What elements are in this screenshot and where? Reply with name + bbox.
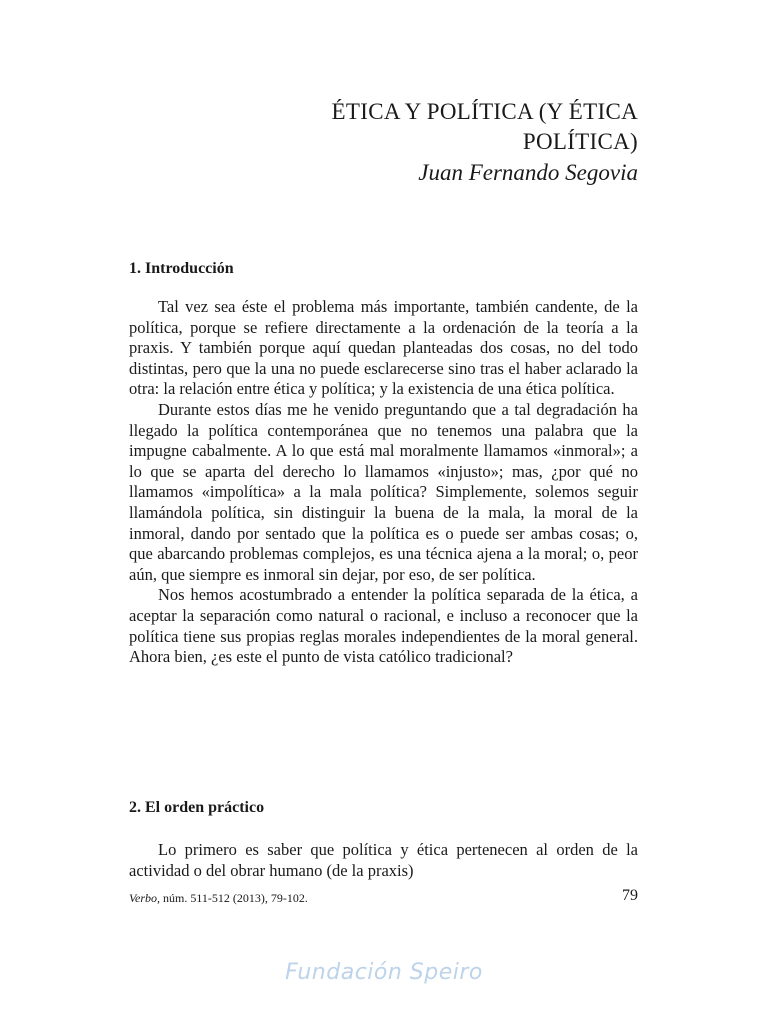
author-name: Juan Fernando Segovia bbox=[418, 160, 638, 185]
article-title-line-1: ÉTICA Y POLÍTICA (Y ÉTICA bbox=[331, 99, 638, 124]
citation-details: núm. 511-512 (2013), 79-102. bbox=[163, 891, 308, 905]
paragraph: Nos hemos acostumbrado a entender la política separada de la ética, a aceptar la separación como natural o racional, e incluso a reconocer que la política tiene sus propias reglas morales independientes de la moral general. Ahora bien, ¿es este el punto de vista católico tradicional? bbox=[129, 585, 638, 667]
page-number: 79 bbox=[622, 887, 638, 904]
paragraph: Lo primero es saber que política y ética pertenecen al orden de la actividad o del obrar humano (de la praxis) bbox=[129, 840, 638, 880]
journal-citation bbox=[129, 891, 308, 906]
section-body-orden-practico bbox=[129, 840, 638, 881]
watermark-text: Fundación Speiro bbox=[285, 960, 483, 985]
paragraph: Durante estos días me he venido preguntando que a tal degradación ha llegado la política contemporánea que no tenemos una palabra que la impugne cabalmente. A lo que está mal moralmente llamamos «inmoral»; a lo que se aparta del derecho lo llamamos «injusto»; mas, ¿por qué no llamamos «impolítica» a la mala política? Simplemente, solemos seguir llamándola política, sin distinguir la buena de la mala, la moral de la inmoral, dando por sentado que la política es o puede ser ambas cosas; o, que abarcando problemas complejos, es una técnica ajena a la moral; o, peor aún, que siempre es inmoral sin dejar, por eso, de ser política. bbox=[129, 399, 638, 584]
section-heading-introduccion: 1. Introducción bbox=[129, 260, 234, 277]
section-heading-orden-practico: 2. El orden práctico bbox=[129, 799, 265, 816]
paragraph: Tal vez sea éste el problema más importante, también candente, de la política, porque se refiere directamente a la ordenación de la teoría a la praxis. Y también porque aquí quedan planteadas dos cosas, no del todo distintas, pero que la una no puede esclarecerse sino tras el haber aclarado la otra: la relación entre ética y política; y la existencia de una ética política. bbox=[129, 297, 638, 399]
journal-name: Verbo, bbox=[129, 891, 160, 905]
section-body-introduccion bbox=[129, 297, 638, 668]
article-title-line-2: POLÍTICA) bbox=[522, 129, 638, 154]
